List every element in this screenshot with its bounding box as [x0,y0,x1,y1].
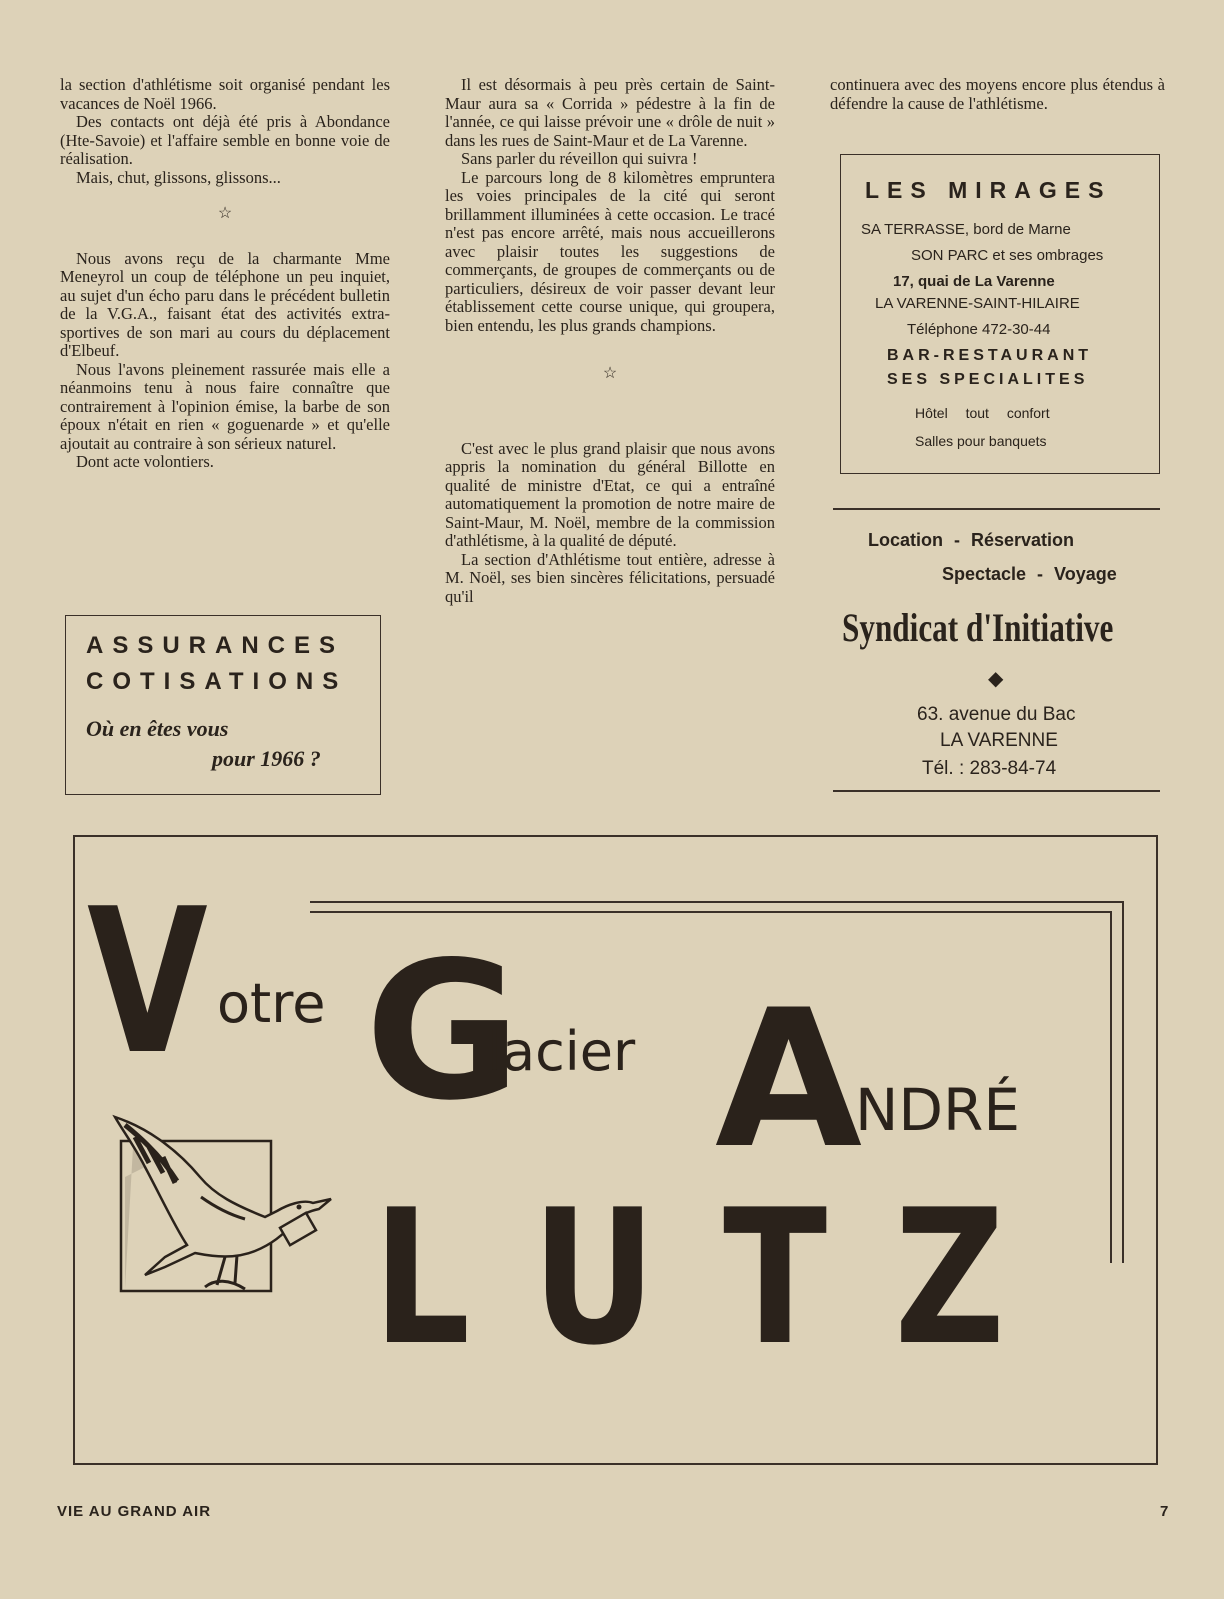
col2-paragraph-3: Le parcours long de 8 kilomètres empruntera les voies principales de la cité qui seront brillamment illuminées à cette occasion. Le tracé n'est pas encore arrêté, mais nous accueillerons avec plaisir toutes les suggestions de commerçants, de groupes de commerçants ou de particuliers, désireux de voir passer devant leur établissement cette course unique, qui groupera, bien entendu, les plus grands champions. [445,167,775,335]
syndicat-address: 63. avenue du Bac [917,704,1076,725]
mirages-city: LA VARENNE-SAINT-HILAIRE [875,295,1080,312]
diamond-icon: ◆ [988,668,1004,690]
assurances-box [65,615,381,795]
col1-paragraph-2: Des contacts ont déjà été pris à Abondance (Hte-Savoie) et l'affaire semble en bonne voie de réalisation. [60,112,390,168]
col2-paragraph-2: Sans parler du réveillon qui suivra ! [461,149,698,168]
mirages-salles: Salles pour banquets [915,433,1047,449]
ad-word-lacier: lacier [487,1020,636,1083]
mirages-specialites: SES SPECIALITES [887,371,1089,388]
col1-paragraph-3: Mais, chut, glissons, glissons... [76,167,281,187]
article-column-2 [445,76,775,606]
ad-word-ndre: NDRÉ [855,1076,1020,1144]
assurances-line-2: COTISATIONS [86,668,348,695]
article-column-3 [830,76,1165,113]
col2-paragraph-1: Il est désormais à peu près certain de Saint-Maur aura sa « Corrida » pédestre à la fin de l'année, ce qui laisse prévoir une « drôle de nuit » dans les rues de Saint-Maur et de La Varenne. [445,75,775,150]
col2-paragraph-5: La section d'Athlétisme tout entière, adresse à M. Noël, ses bien sincères félicitations, persuadé qu'il [445,549,775,606]
assurances-question-1: Où en êtes vous [86,716,229,741]
assurances-line-1: ASSURANCES [86,632,345,659]
col1-paragraph-4: Nous avons reçu de la charmante Mme Meneyrol un coup de téléphone un peu inquiet, au sujet d'un écho paru dans le précédent bulletin de la V.G.A., faisant état des activités extra-sportives de son mari au cours du déplacement d'Elbeuf. [60,248,390,360]
col2-paragraph-4: C'est avec le plus grand plaisir que nous avons appris la nomination du général Billotte en qualité de ministre d'Etat, ce qui a entraîné automatiquement la promotion de notre maire de Saint-Maur, M. Noël, membre de la commission d'athlétisme, à la qualité de député. [445,438,775,550]
ad-letter-v: V [87,866,208,1099]
ad-letter-a: A [715,969,863,1190]
star-separator-icon: ☆ [602,365,618,382]
col1-paragraph-5: Nous l'avons pleinement rassurée mais elle a néanmoins tenu à nous faire connaître que contrairement à l'opinion émise, la barbe de son époux n'était en rien « goguenarde » et qu'elle ajoutait au contraire à son sérieux naturel. [60,359,390,453]
mirages-hotel: Hôtel tout confort [915,405,1050,421]
magazine-name: VIE AU GRAND AIR [57,1503,212,1520]
col3-paragraph-1: continuera avec des moyens encore plus étendus à défendre la cause de l'athlétisme. [830,75,1165,113]
syndicat-spectacle: Spectacle - Voyage [942,564,1117,584]
mirages-bar-restaurant: BAR-RESTAURANT [887,347,1093,364]
bird-with-letter-icon [105,1107,355,1297]
article-column-1 [60,76,390,472]
mirages-parc: SON PARC et ses ombrages [911,247,1104,264]
col1-paragraph-6: Dont acte volontiers. [76,452,214,471]
syndicat-top-rule [833,508,1160,510]
col1-paragraph-1: la section d'athlétisme soit organisé pendant les vacances de Noël 1966. [60,75,390,113]
syndicat-phone: Tél. : 283-84-74 [922,758,1057,779]
ad-word-lutz: LUTZ [373,1169,1073,1386]
syndicat-bottom-rule [833,790,1160,792]
mirages-address: 17, quai de La Varenne [893,273,1055,290]
ad-word-otre: otre [217,972,326,1035]
mirages-title: LES MIRAGES [865,177,1112,203]
glacier-lutz-ad [73,835,1158,1465]
star-separator-icon: ☆ [217,205,233,222]
ad-letter-g: G [365,921,521,1142]
syndicat-title: Syndicat d'Initiative [842,605,1114,650]
les-mirages-ad [840,154,1160,474]
mirages-phone: Téléphone 472-30-44 [907,321,1051,338]
page-number: 7 [1160,1503,1169,1520]
syndicat-city: LA VARENNE [940,730,1058,751]
assurances-question-2: pour 1966 ? [212,746,321,771]
syndicat-location: Location - Réservation [868,530,1075,550]
mirages-terrasse: SA TERRASSE, bord de Marne [861,221,1071,238]
